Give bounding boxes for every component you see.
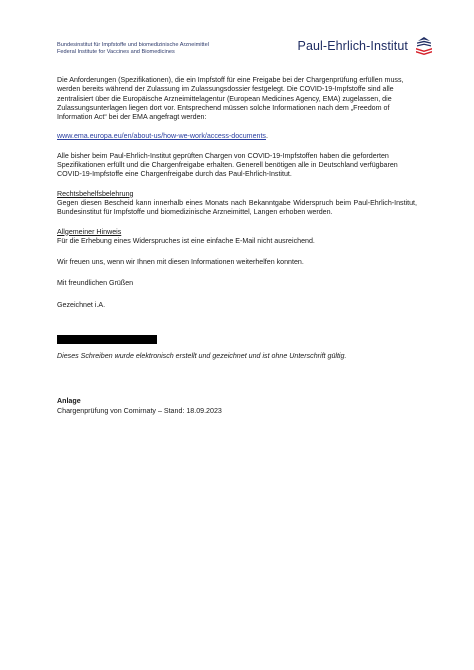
paragraph-legal-remedy: Gegen diesen Bescheid kann innerhalb eines Monats nach Bekanntgabe Widerspruch beim Paul-Ehrlich-Institut, Bundesinstitut für Impfstoffe und biomedizinische Arzneimittel, Langen erhoben werden. [57,198,417,217]
pei-logo-icon [414,36,434,56]
heading-legal-remedy: Rechtsbehelfsbelehrung [57,189,134,198]
brand-header [298,36,434,56]
brand-name: Paul-Ehrlich-Institut [297,39,408,53]
signed-by: Gezeichnet i.A. [57,300,106,309]
paragraph-specifications: Die Anforderungen (Spezifikationen), die ein Impfstoff für eine Freigabe bei der Chargenprüfung erfüllen muss, werden bereits während der Zulassung im Zulassungsdossier festgelegt. Die COVID-19-Impfstoffe sind alle zentralisiert über die Europäische Arzneimittelagentur (European Medicines Agency, EMA) zugelassen, die Zulassungsunterlagen liegen dort vor. Entsprechend müssen solche Informationen nach dem „Freedom of Information Act“ bei der EMA angefragt werden: [57,76,404,122]
paragraph-general-note: Für die Erhebung eines Widerspruches ist eine einfache E-Mail nicht ausreichend. [57,236,315,245]
redacted-signature-block [57,335,157,344]
institute-name [57,42,209,56]
heading-general-note: Allgemeiner Hinweis [57,227,122,236]
electronic-signature-note: Dieses Schreiben wurde elektronisch erstellt und gezeichnet und ist ohne Unterschrift gültig. [57,352,347,361]
ema-access-documents-link[interactable]: www.ema.europa.eu/en/about-us/how-we-work/access-documents [57,132,266,141]
institute-name-en: Federal Institute for Vaccines and Biomedicines [57,49,175,55]
paragraph-link: www.ema.europa.eu/en/about-us/how-we-work/access-documents. [57,132,268,141]
letter-body [57,76,417,416]
attachment-value: Chargenprüfung von Comirnaty – Stand: 18.09.2023 [57,406,222,415]
paragraph-closing-thanks: Wir freuen uns, wenn wir Ihnen mit diesen Informationen weiterhelfen konnten. [57,258,304,267]
attachment-label: Anlage [57,397,81,406]
closing-greeting: Mit freundlichen Grüßen [57,279,134,288]
institute-name-de: Bundesinstitut für Impfstoffe und biomedizinische Arzneimittel [57,42,209,48]
paragraph-batch-release: Alle bisher beim Paul-Ehrlich-Institut geprüften Chargen von COVID-19-Impfstoffen haben die geforderten Spezifikationen erfüllt und die Chargenfreigabe erhalten. Generell benötigen alle in Deutschland verfügbaren COVID-19-Impfstoffe eine Chargenfreigabe durch das Paul-Ehrlich-Institut. [57,151,398,179]
